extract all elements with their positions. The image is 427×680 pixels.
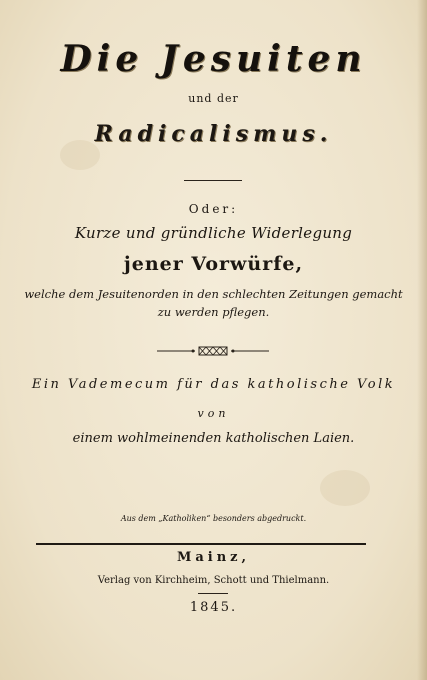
- paper-stain: [320, 470, 370, 506]
- author-line: einem wohlmeinenden katholischen Laien.: [72, 431, 355, 446]
- vademecum-line: Ein Vademecum für das katholische Volk: [31, 377, 396, 392]
- oder-label: Oder:: [188, 202, 239, 216]
- description-line-3: welche dem Jesuitenorden in den schlechten Zeitungen gemacht: [24, 287, 403, 301]
- ornament-divider: [157, 346, 269, 356]
- year-divider: [198, 593, 228, 594]
- description-line-4: zu werden pflegen.: [157, 305, 270, 319]
- von-label: von: [197, 407, 230, 420]
- subtitle-connector: und der: [188, 92, 239, 105]
- publication-year: 1845.: [189, 600, 238, 615]
- description-line-2: jener Vorwürfe,: [123, 253, 304, 275]
- place-of-publication: Mainz,: [176, 550, 251, 565]
- imprint-rule: [36, 543, 366, 545]
- book-title: Die Jesuiten: [60, 38, 367, 80]
- reprint-note: Aus dem „Katholiken“ besonders abgedruckt.: [120, 514, 307, 523]
- book-subtitle: Radicalismus.: [94, 121, 333, 147]
- description-line-1: Kurze und gründliche Widerlegung: [74, 224, 353, 242]
- publisher-line: Verlag von Kirchheim, Schott und Thielmann.: [97, 575, 330, 586]
- short-divider: [184, 180, 242, 181]
